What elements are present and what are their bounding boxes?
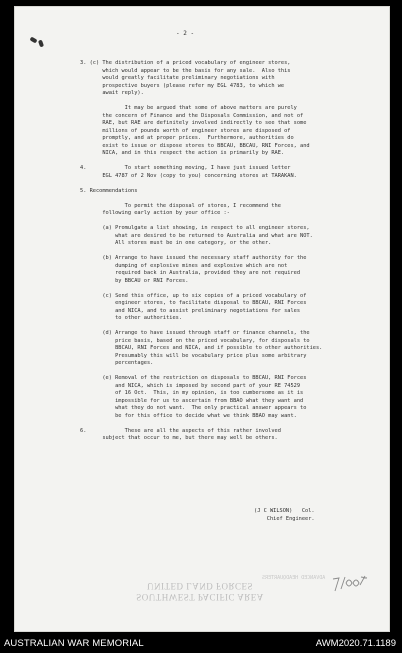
footer-institution: AUSTRALIAN WAR MEMORIAL (4, 638, 144, 649)
document-line: would greatly facilitate preliminary negotiations with (80, 75, 275, 81)
document-line: (e) Removal of the restriction on disposals to BBCAU, RNI Forces (80, 375, 307, 381)
document-line: of 16 Oct. This, in my opinion, is too cumbersome as it is (80, 390, 304, 396)
document-line: To permit the disposal of stores, I recommend the (80, 202, 281, 209)
document-line: be for this office to decide what we think BBAO may want. (80, 412, 297, 419)
page-number: - 2 - (176, 30, 195, 37)
document-line: NICA, and in this respect the action is primarily by RAE. (80, 150, 285, 156)
bleed-through-line: UNITED LAND FORCES (146, 581, 253, 591)
bleed-through-line: SOUTHWEST PACIFIC AREA (136, 592, 264, 602)
document-line: subject that occur to me, but there may well be others. (80, 435, 278, 441)
faint-stamp: ADVANCED HEADQUARTERS (262, 575, 326, 581)
document-line: percentages. (80, 360, 154, 366)
document-line: engineer stores, to facilitate disposal to BBCAU, RNI Forces (80, 300, 307, 306)
document-line: (d) Arrange to have issued through staff or finance channels, the (80, 330, 310, 336)
document-line: to other authorities. (80, 315, 183, 321)
document-line: following early action by your office :- (80, 210, 230, 216)
handwritten-annotation (331, 573, 369, 595)
document-line: RAE, but RAE are definitely involved indirectly to see that some (80, 120, 307, 126)
document-line: required back in Australia, provided they are not required (80, 270, 301, 276)
signature-block (254, 507, 315, 523)
footer-accession-number: AWM2020.71.1189 (315, 638, 396, 649)
document-line: and NICA, which is imposed by second part of your RE 74529 (80, 382, 301, 389)
document-line: (c) Send this office, up to six copies of a priced vocabulary of (80, 292, 307, 299)
document-line: promptly, and at proper prices. Furthermore, authorities do (80, 135, 294, 141)
document-line: (b) Arrange to have issued the necessary staff authority for the (80, 255, 307, 261)
document-line: millions of pounds worth of engineer stores are disposed of (80, 127, 291, 134)
document-line: 5. Recommendations (80, 187, 138, 194)
document-line: price basis, based on the priced vocabulary, for disposals to (80, 337, 310, 344)
signature-title: Chief Engineer. (254, 516, 315, 522)
document-line: await reply). (80, 90, 144, 96)
document-line: BBCAU, RNI Forces and NICA, and if possible to other authorities. (80, 345, 323, 351)
document-line: 3. (c) The distribution of a priced vocabulary of engineer stores, (80, 60, 291, 66)
document-line: EGL 4787 of 2 Nov (copy to you) concerning stores at TARAKAN. (80, 172, 297, 179)
document-line: All stores must be in one category, or the other. (80, 240, 272, 246)
document-line: 4. To start something moving, I have just issued letter (80, 165, 291, 171)
document-line: exist to issue or dispose stores to BBCAU, BBCAU, RNI Forces, and (80, 142, 310, 149)
document-line: prospective buyers (please refer my EGL 4783, to which we (80, 82, 285, 89)
document-line: 6. These are all the aspects of this rather involved (80, 427, 281, 434)
document-line: and NICA, and to assist preliminary negotiations for sales (80, 307, 301, 314)
document-line: (a) Promulgate a list showing, in respect to all engineer stores, (80, 225, 310, 231)
document-line: impossible for us to ascertain from BBAO what they want and (80, 397, 304, 404)
document-line: the concern of Finance and the Disposals Commission, and not of (80, 112, 304, 119)
document-line: Presumably this will be vocabulary price plus some arbitrary (80, 352, 307, 359)
signature-name: (J C WILSON) Col. (254, 508, 315, 514)
document-line: which would appear to be the basis for any sale. Also this (80, 67, 291, 74)
archive-footer (0, 634, 402, 653)
document-page (14, 6, 390, 632)
document-line: what they do not want. The only practical answer appears to (80, 405, 307, 411)
document-line: dumping of explosive mines and explosive which are not (80, 262, 288, 269)
bleed-through-letterhead (95, 580, 305, 602)
document-line: by BBCAU or RNI Forces. (80, 277, 189, 284)
document-line: It may be argued that some of above matters are purely (80, 105, 297, 111)
document-line: what are desired to be returned to Australia and what are NOT. (80, 232, 313, 239)
